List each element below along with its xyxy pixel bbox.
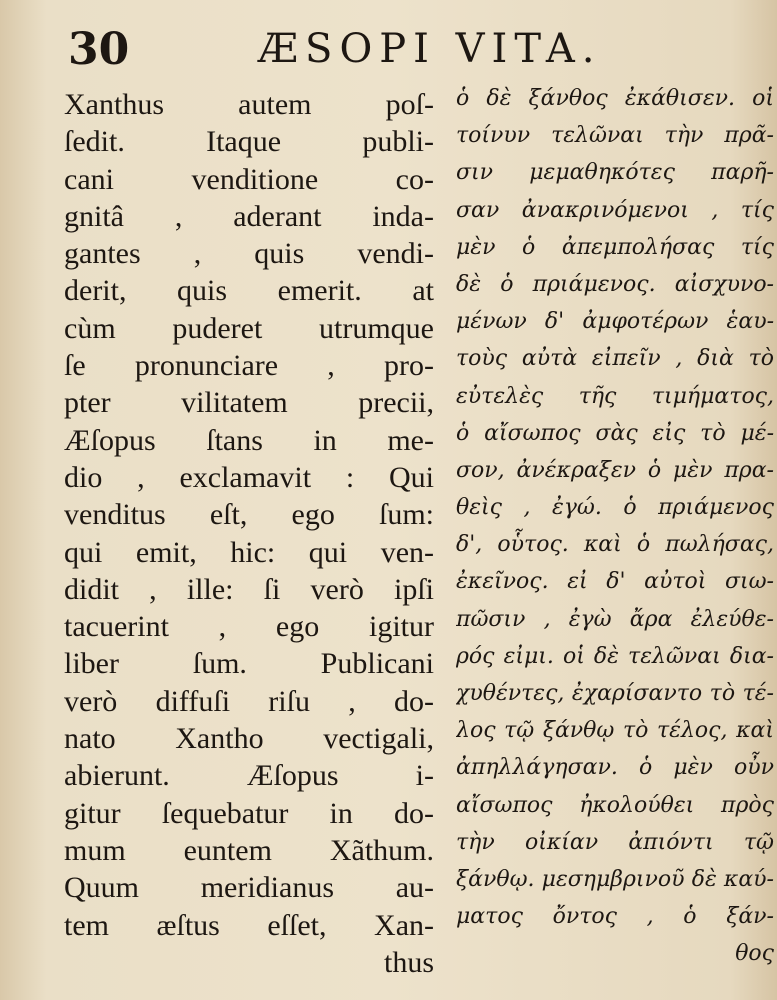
latin-line: verò diffuſi riſu , do- [64, 684, 434, 718]
greek-text-column [456, 80, 774, 973]
latin-line: didit , ille: ſi verò ipſi [64, 572, 434, 606]
greek-line: αἴσωπος ἠκολούθει πρὸς [456, 792, 774, 818]
greek-line: σον, ἀνέκραξεν ὁ μὲν πρα- [456, 457, 774, 483]
latin-line: tacuerint , ego igitur [64, 610, 434, 644]
latin-line: nato Xantho vectigali, [64, 722, 434, 756]
latin-line: gitur ſequebatur in do- [64, 796, 434, 830]
latin-line: dio , exclamavit : Qui [64, 460, 434, 494]
latin-line: ſedit. Itaque publi- [64, 125, 434, 159]
latin-line: Quum meridianus au- [64, 871, 434, 905]
latin-line: cùm puderet utrumque [64, 311, 434, 345]
greek-line: τοὺς αὐτὰ εἰπεῖν , διὰ τὸ [456, 346, 774, 372]
greek-line: ἐκεῖνος. εἰ δ' αὐτοὶ σιω- [456, 569, 774, 595]
greek-line: σιν μεμαθηκότες παρῆ- [456, 160, 774, 186]
latin-line: thus [383, 945, 434, 979]
greek-line: ἀπηλλάγησαν. ὁ μὲν οὖν [456, 755, 774, 781]
latin-text-column [64, 86, 434, 981]
greek-line: θεὶς , ἐγώ. ὁ πριάμενος [456, 495, 774, 521]
greek-line: δὲ ὁ πριάμενος. αἰσχυνο- [456, 271, 774, 297]
latin-line: cani venditione co- [64, 162, 434, 196]
greek-line: πῶσιν , ἐγὼ ἄρα ἐλεύθε- [456, 606, 774, 632]
greek-line: χυθέντες, ἐχαρίσαντο τὸ τέ- [456, 681, 774, 706]
greek-line: ὁ αἴσωπος σὰς εἰς τὸ μέ- [456, 420, 774, 446]
latin-line: ſe pronunciare , pro- [64, 349, 434, 383]
page-header [0, 18, 777, 78]
latin-line: gantes , quis vendi- [64, 237, 434, 271]
greek-line: δ', οὗτος. καὶ ὁ πωλήσας, [456, 532, 774, 558]
greek-line: θος [735, 941, 774, 967]
page-number: 30 [68, 24, 130, 75]
latin-line: Xanthus autem poſ- [64, 88, 434, 121]
greek-line: ματος ὄντος , ὁ ξάν- [456, 904, 774, 930]
greek-line: εὐτελὲς τῆς τιμήματος, [456, 383, 774, 409]
latin-line: gnitâ , aderant inda- [64, 199, 434, 233]
latin-line: tem æſtus eſſet, Xan- [64, 908, 434, 942]
latin-line: Æſopus ſtans in me- [64, 423, 434, 457]
greek-line: σαν ἀνακρινόμενοι , τίς [456, 197, 774, 223]
latin-line: mum euntem Xãthum. [64, 833, 434, 867]
greek-line: μὲν ὁ ἀπεμπολήσας τίς [456, 234, 774, 260]
latin-line: pter vilitatem precii, [64, 386, 434, 420]
latin-line: liber ſum. Publicani [64, 647, 434, 681]
greek-line: μένων δ' ἀμφοτέρων ἑαυ- [456, 309, 774, 335]
greek-line: τοίνυν τελῶναι τὴν πρᾶ- [456, 123, 774, 149]
greek-line: τὴν οἰκίαν ἀπιόντι τῷ [456, 829, 774, 855]
latin-line: qui emit, hic: qui ven- [64, 535, 434, 569]
greek-line: ρός εἰμι. οἱ δὲ τελῶναι δια- [456, 643, 774, 669]
greek-line: ξάνθῳ. μεσημβρινοῦ δὲ καύ- [456, 866, 774, 892]
running-head: ÆSOPI VITA. [258, 26, 602, 72]
latin-line: abierunt. Æſopus i- [64, 759, 434, 793]
latin-line: venditus eſt, ego ſum: [64, 498, 434, 532]
greek-line: ὁ δὲ ξάνθος ἐκάθισεν. οἱ [456, 86, 774, 111]
greek-line: λος τῷ ξάνθῳ τὸ τέλος, καὶ [456, 718, 774, 744]
latin-line: derit, quis emerit. at [64, 274, 434, 308]
